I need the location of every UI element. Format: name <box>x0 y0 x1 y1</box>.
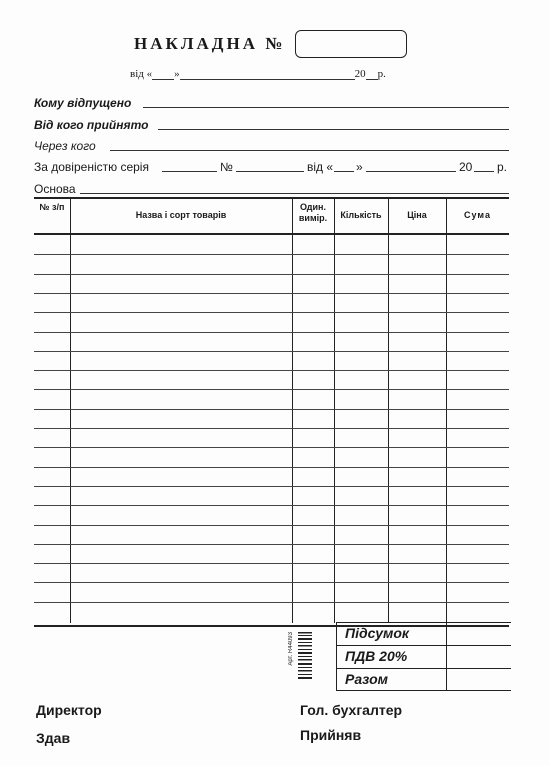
summary-border <box>336 645 511 646</box>
table-row[interactable] <box>34 486 509 487</box>
table-row[interactable] <box>34 332 509 333</box>
recipient-label: Кому відпущено <box>34 96 132 110</box>
header-divider <box>34 233 509 235</box>
received-label: Прийняв <box>300 727 362 743</box>
chief-accountant-label: Гол. бухгалтер <box>300 702 403 718</box>
month-blank[interactable] <box>180 68 355 80</box>
table-row[interactable] <box>34 274 509 275</box>
via-line[interactable] <box>110 150 509 151</box>
table-row[interactable] <box>34 467 509 468</box>
subtotal-label: Підсумок <box>345 625 410 641</box>
poa-number-label: № <box>220 160 233 174</box>
barcode-icon <box>298 632 312 680</box>
document-title: НАКЛАДНА № <box>134 34 286 53</box>
col-divider <box>388 197 389 623</box>
poa-number-line[interactable] <box>236 171 304 172</box>
table-row[interactable] <box>34 544 509 545</box>
table-row[interactable] <box>34 312 509 313</box>
col-divider <box>70 197 71 623</box>
table-row[interactable] <box>34 351 509 352</box>
date-prefix: від « <box>130 68 153 80</box>
product-code: Арт. R44093 <box>288 632 294 666</box>
poa-from-label: від « <box>307 160 334 174</box>
table-row[interactable] <box>34 563 509 564</box>
sender-label: Від кого прийнято <box>34 118 149 132</box>
invoice-date-line <box>130 68 386 80</box>
table-row[interactable] <box>34 525 509 526</box>
table-row[interactable] <box>34 370 509 371</box>
table-row[interactable] <box>34 428 509 429</box>
poa-month-line[interactable] <box>366 171 456 172</box>
col-header-sum: Сума <box>464 210 491 220</box>
col-divider <box>446 197 447 623</box>
poa-close: » <box>356 160 363 174</box>
poa-suffix: р. <box>497 160 508 174</box>
invoice-number-box[interactable] <box>295 30 407 58</box>
poa-year-line[interactable] <box>474 171 494 172</box>
table-row[interactable] <box>34 582 509 583</box>
via-label: Через кого <box>34 139 96 153</box>
table-row[interactable] <box>34 389 509 390</box>
year-blank[interactable] <box>366 68 378 80</box>
date-mid: » <box>174 68 180 80</box>
poa-year: 20 <box>459 160 473 174</box>
date-suffix: р. <box>377 68 386 80</box>
col-header-unit: Один. вимір. <box>298 202 328 223</box>
table-row[interactable] <box>34 254 509 255</box>
col-header-name: Назва і сорт товарів <box>135 210 227 220</box>
total-label: Разом <box>345 671 388 687</box>
summary-border <box>446 622 447 690</box>
col-divider <box>292 197 293 623</box>
table-row[interactable] <box>34 505 509 506</box>
col-header-price: Ціна <box>407 210 427 220</box>
col-header-number: № з/п <box>39 202 65 212</box>
table-row[interactable] <box>34 293 509 294</box>
basis-label: Основа <box>34 182 76 196</box>
poa-day-line[interactable] <box>334 171 354 172</box>
director-label: Директор <box>36 702 102 718</box>
sender-line[interactable] <box>158 129 509 130</box>
poa-series-line[interactable] <box>162 171 217 172</box>
table-row[interactable] <box>34 602 509 603</box>
recipient-line[interactable] <box>143 107 509 108</box>
summary-border <box>336 668 511 669</box>
date-year: 20 <box>354 68 366 80</box>
col-divider <box>334 197 335 623</box>
handed-over-label: Здав <box>36 730 71 746</box>
basis-line[interactable] <box>80 193 509 194</box>
vat-label: ПДВ 20% <box>345 648 408 664</box>
poa-label: За довіреністю серія <box>34 160 149 174</box>
summary-border <box>336 622 511 623</box>
table-row[interactable] <box>34 409 509 410</box>
day-blank[interactable] <box>152 68 174 80</box>
table-row[interactable] <box>34 447 509 448</box>
summary-border <box>336 690 511 691</box>
col-header-quantity: Кількість <box>340 210 382 220</box>
summary-border <box>336 622 337 690</box>
